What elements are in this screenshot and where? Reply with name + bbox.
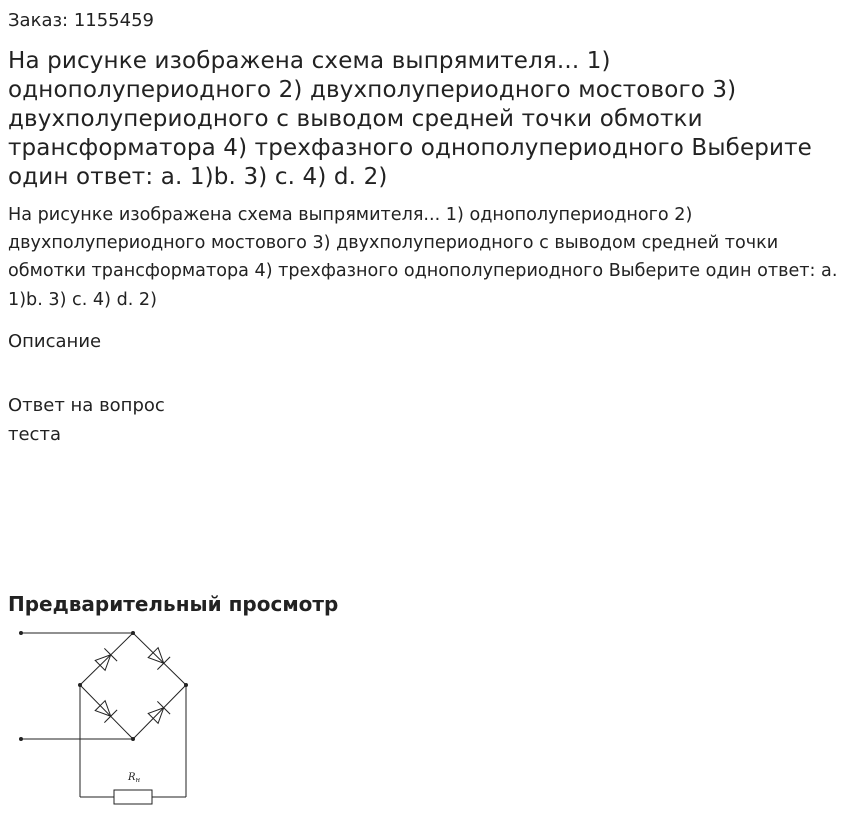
terminal-dot-bottom bbox=[19, 737, 23, 741]
resistor-label-sub: н bbox=[135, 776, 141, 784]
node-dot-top bbox=[131, 631, 135, 635]
description-text: Ответ на вопрос теста bbox=[8, 395, 165, 445]
question-body: На рисунке изображена схема выпрямителя... 1) однополупериодного 2) двухполупериодного мостового 3) двухполупериодного с выводом средней точки обмотки трансформатора 4) трехфазного однополупериодного Выберите один ответ: a. 1)b. 3) c. 4) d. 2) bbox=[8, 205, 838, 310]
node-dot-bottom bbox=[131, 737, 135, 741]
node-dot-left bbox=[78, 683, 82, 687]
load-resistor bbox=[114, 790, 152, 804]
bridge-arm-bottom-right bbox=[133, 685, 186, 739]
terminal-dot-top bbox=[19, 631, 23, 635]
resistor-label bbox=[127, 772, 141, 784]
node-dot-right bbox=[184, 683, 188, 687]
question-title: На рисунке изображена схема выпрямителя... 1) однополупериодного 2) двухполупериодного мостового 3) двухполупериодного с выводом средней точки обмотки трансформатора 4) трехфазного однополупериодного Выберите один ответ: a. 1)b. 3) c. 4) d. 2) bbox=[8, 48, 812, 190]
order-number: Заказ: 1155459 bbox=[8, 10, 154, 31]
bridge-arm-top-right bbox=[133, 633, 186, 685]
preview-heading: Предварительный просмотр bbox=[8, 592, 339, 616]
bridge-arm-top-left bbox=[80, 633, 133, 685]
bridge-arm-bottom-left bbox=[80, 685, 133, 739]
description-label: Описание bbox=[8, 331, 102, 352]
resistor-label-main: R bbox=[128, 772, 136, 783]
bridge-rectifier-diagram bbox=[10, 622, 200, 812]
